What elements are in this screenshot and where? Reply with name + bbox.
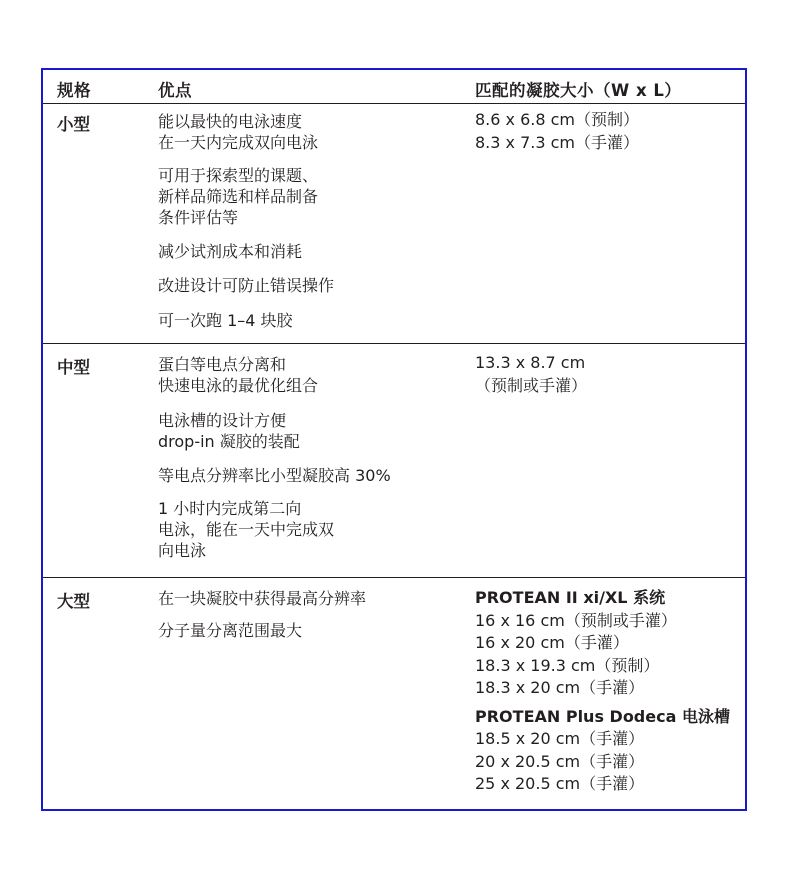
table-row-large [43,577,745,811]
gel-size-item: 18.3 x 19.3 cm（预制） [475,655,660,675]
advantage-item: 在一块凝胶中获得最高分辨率 [158,589,367,608]
advantage-item: 改进设计可防止错误操作 [158,276,335,295]
row-size-label: 大型 [57,592,90,611]
gel-size-item: 8.3 x 7.3 cm（手灌） [475,132,640,152]
header-advantages: 优点 [158,81,192,100]
advantage-item: 等电点分辨率比小型凝胶高 30% [158,466,391,485]
row-size-label: 小型 [57,115,90,134]
table-header [43,70,745,104]
gel-comparison-table [41,68,747,811]
row-size-label: 中型 [57,358,90,377]
gel-size-cell [475,587,747,802]
advantage-item: 分子量分离范围最大 [158,621,303,640]
gel-size-cell [475,109,747,154]
table-row-medium [43,343,745,578]
gel-size-item: 18.5 x 20 cm（手灌） [475,729,645,748]
gel-system-name: PROTEAN Plus Dodeca 电泳槽 [475,706,730,726]
table-row-small [43,103,745,344]
gel-size-cell [475,352,747,397]
advantage-item: 能以最快的电泳速度 在一天内完成双向电泳 [158,112,319,152]
gel-system-group [475,706,747,796]
advantage-item: 可一次跑 1–4 块胶 [158,311,293,330]
advantage-item: 1 小时内完成第二向 电泳，能在一天中完成双 向电泳 [158,499,335,560]
gel-size-item: 20 x 20.5 cm（手灌） [475,751,645,771]
advantage-item: 可用于探索型的课题、 新样品筛选和样品制备 条件评估等 [158,166,319,227]
advantage-item: 减少试剂成本和消耗 [158,242,303,261]
gel-size-item: （预制或手灌） [475,375,588,395]
gel-size-item: 8.6 x 6.8 cm（预制） [475,110,640,129]
gel-size-item: 18.3 x 20 cm（手灌） [475,678,645,697]
advantage-item: 蛋白等电点分离和 快速电泳的最优化组合 [158,355,319,395]
gel-size-item: 16 x 16 cm（预制或手灌） [475,610,677,630]
gel-system-name: PROTEAN II xi/XL 系统 [475,588,666,607]
gel-size-item: 25 x 20.5 cm（手灌） [475,774,645,793]
gel-size-item: 13.3 x 8.7 cm [475,353,586,372]
advantage-item: 电泳槽的设计方便 drop-in 凝胶的装配 [158,411,300,451]
header-size: 规格 [57,81,91,100]
gel-system-group [475,587,747,700]
header-gel-size: 匹配的凝胶大小（W x L） [475,81,682,100]
gel-size-item: 16 x 20 cm（手灌） [475,633,629,652]
